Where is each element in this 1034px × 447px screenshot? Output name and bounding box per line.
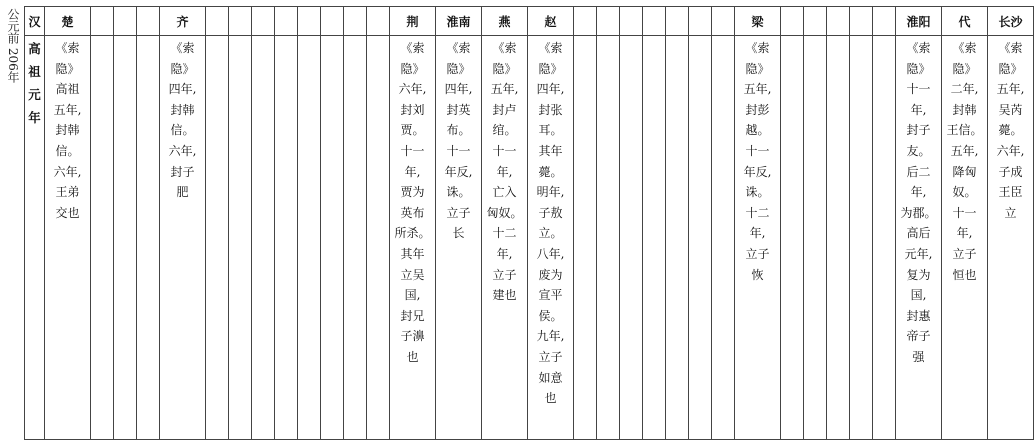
cell-line: 《索 [492,41,517,55]
header-huaiyang: 淮阳 [896,7,942,36]
cell-line: 高祖 [55,82,80,97]
cell-line: 亡入 [492,185,517,200]
cell-qi [160,36,206,440]
cell-huaiyang [896,36,942,440]
cell-line: 贾为 [400,185,425,200]
cell-line: 隐》 [538,61,563,76]
header-liang: 梁 [735,7,781,36]
cell-line: 封张 [538,102,563,117]
cell-line: 侯。 [538,308,563,323]
date-side-note: 公元前 206年 [6,8,20,83]
header-qi: 齐 [160,7,206,36]
cell-line: 明年, [536,185,565,200]
cell-line: 其年 [400,246,425,261]
cell-line: 薨。 [538,164,563,179]
cell-line: 立子 [745,246,770,261]
header-changsha: 长沙 [988,7,1034,36]
cell-line: 年, [496,164,513,179]
cell-line: 立子 [538,349,563,364]
cell-line: 贾。 [400,123,425,138]
cell-line: 年, [910,185,927,200]
cell-line: 元年, [904,246,933,261]
cell-line: 诛。 [745,185,770,200]
cell-line: 五年, [950,143,979,158]
cell-line: 降匈 [952,164,977,179]
cell-line: 隐》 [400,61,425,76]
cell-yan [482,36,528,440]
cell-line: 隐》 [906,61,931,76]
cell-line: 王臣 [998,185,1023,200]
table-row [25,36,1034,440]
cell-line: 恢 [751,267,764,282]
cell-line: 绾。 [492,123,517,138]
header-zhao: 赵 [528,7,574,36]
cell-jing [390,36,436,440]
cell-line: 废为 [538,267,563,282]
cell-line: 封刘 [400,102,425,117]
cell-line: 五年, [743,82,772,97]
cell-line: 年, [956,226,973,241]
cell-line: 封韩 [55,123,80,138]
header-huainan: 淮南 [436,7,482,36]
cell-line: 十一 [952,205,977,220]
cell-line: 八年, [536,246,565,261]
cell-line: 封子 [906,123,931,138]
cell-line: 封韩 [952,102,977,117]
cell-line: 四年, [444,82,473,97]
cell-line: 诛。 [446,185,471,200]
cell-line: 隐》 [492,61,517,76]
cell-line: 《索 [400,41,425,55]
cell-line: 六年, [168,143,197,158]
cell-line: 六年, [996,143,1025,158]
cell-line: 十一 [400,143,425,158]
cell-chu [45,36,91,440]
cell-line: 奴。 [952,185,977,200]
cell-line: 交也 [55,205,80,220]
cell-line: 五年, [996,82,1025,97]
cell-line: 《索 [952,41,977,55]
cell-line: 十一 [446,143,471,158]
cell-line: 立 [1004,205,1017,220]
cell-line: 六年, [53,164,82,179]
cell-line: 封韩 [170,102,195,117]
cell-line: 年, [910,102,927,117]
cell-line: 友。 [906,143,931,158]
cell-line: 国, [404,288,421,303]
cell-line: 《索 [170,41,195,55]
cell-line: 隐》 [745,61,770,76]
header-dai: 代 [942,7,988,36]
cell-line: 四年, [536,82,565,97]
cell-line: 信。 [170,123,195,138]
cell-line: 十一 [492,143,517,158]
cell-liang [735,36,781,440]
cell-line: 十一 [906,82,931,97]
cell-line: 《索 [446,41,471,55]
cell-line: 《索 [538,41,563,55]
cell-line: 《索 [998,41,1023,55]
cell-huainan [436,36,482,440]
cell-line: 年, [496,246,513,261]
cell-line: 《索 [55,41,80,55]
cell-changsha [988,36,1034,440]
cell-line: 也 [544,391,557,406]
cell-line: 五年, [53,102,82,117]
cell-line: 年, [749,226,766,241]
cell-zhao [528,36,574,440]
cell-line: 六年, [398,82,427,97]
cell-line: 建也 [492,288,517,303]
cell-line: 封彭 [745,102,770,117]
cell-line: 越。 [745,123,770,138]
cell-line: 隐》 [446,61,471,76]
cell-line: 年, [404,164,421,179]
cell-line: 立子 [492,267,517,282]
cell-line: 其年 [538,143,563,158]
cell-line: 恒也 [952,267,977,282]
cell-line: 王弟 [55,185,80,200]
cell-line: 国, [910,288,927,303]
cell-line: 高后 [906,226,931,241]
cell-line: 信。 [55,143,80,158]
cell-line: 复为 [906,267,931,282]
cell-line: 所杀。 [394,226,431,241]
cell-line: 如意 [538,370,563,385]
cell-line: 强 [912,349,925,364]
cell-line: 隐》 [55,61,80,76]
cell-line: 封兄 [400,308,425,323]
cell-line: 帝子 [906,329,931,344]
cell-line: 肥 [176,185,189,200]
cell-line: 《索 [906,41,931,55]
cell-line: 封惠 [906,308,931,323]
cell-line: 薨。 [998,123,1023,138]
cell-line: 立子 [952,246,977,261]
cell-line: 后二 [906,164,931,179]
cell-line: 子成 [998,164,1023,179]
header-han: 汉 [25,7,45,36]
cell-line: 四年, [168,82,197,97]
cell-line: 《索 [745,41,770,55]
cell-line: 子敖 [538,205,563,220]
cell-line: 二年, [950,82,979,97]
cell-line: 隐》 [170,61,195,76]
cell-line: 十一 [745,143,770,158]
cell-line: 封子 [170,164,195,179]
cell-line: 十二 [492,226,517,241]
cell-line: 年反, [743,164,772,179]
cell-line: 封卢 [492,102,517,117]
header-jing: 荆 [390,7,436,36]
cell-dai [942,36,988,440]
cell-line: 十二 [745,205,770,220]
cell-line: 立子 [446,205,471,220]
cell-line: 隐》 [952,61,977,76]
cell-line: 匈奴。 [486,205,523,220]
cell-line: 吴芮 [998,102,1023,117]
cell-line: 为郡。 [900,205,937,220]
cell-line: 长 [452,226,465,241]
cell-line: 立吴 [400,267,425,282]
cell-line: 子濞 [400,329,425,344]
cell-line: 隐》 [998,61,1023,76]
cell-line: 王信。 [946,123,983,138]
cell-line: 也 [406,349,419,364]
row-label-gaozu-first-year: 高 祖 元 年 [25,36,45,440]
header-yan: 燕 [482,7,528,36]
cell-line: 封英 [446,102,471,117]
cell-line: 英布 [400,205,425,220]
cell-line: 立。 [538,226,563,241]
cell-line: 布。 [446,123,471,138]
header-chu: 楚 [45,7,91,36]
chronological-table [24,6,1034,440]
cell-line: 年反, [444,164,473,179]
cell-line: 宣平 [538,288,563,303]
cell-line: 耳。 [538,123,563,138]
cell-line: 五年, [490,82,519,97]
header-row [25,7,1034,36]
cell-line: 九年, [536,329,565,344]
